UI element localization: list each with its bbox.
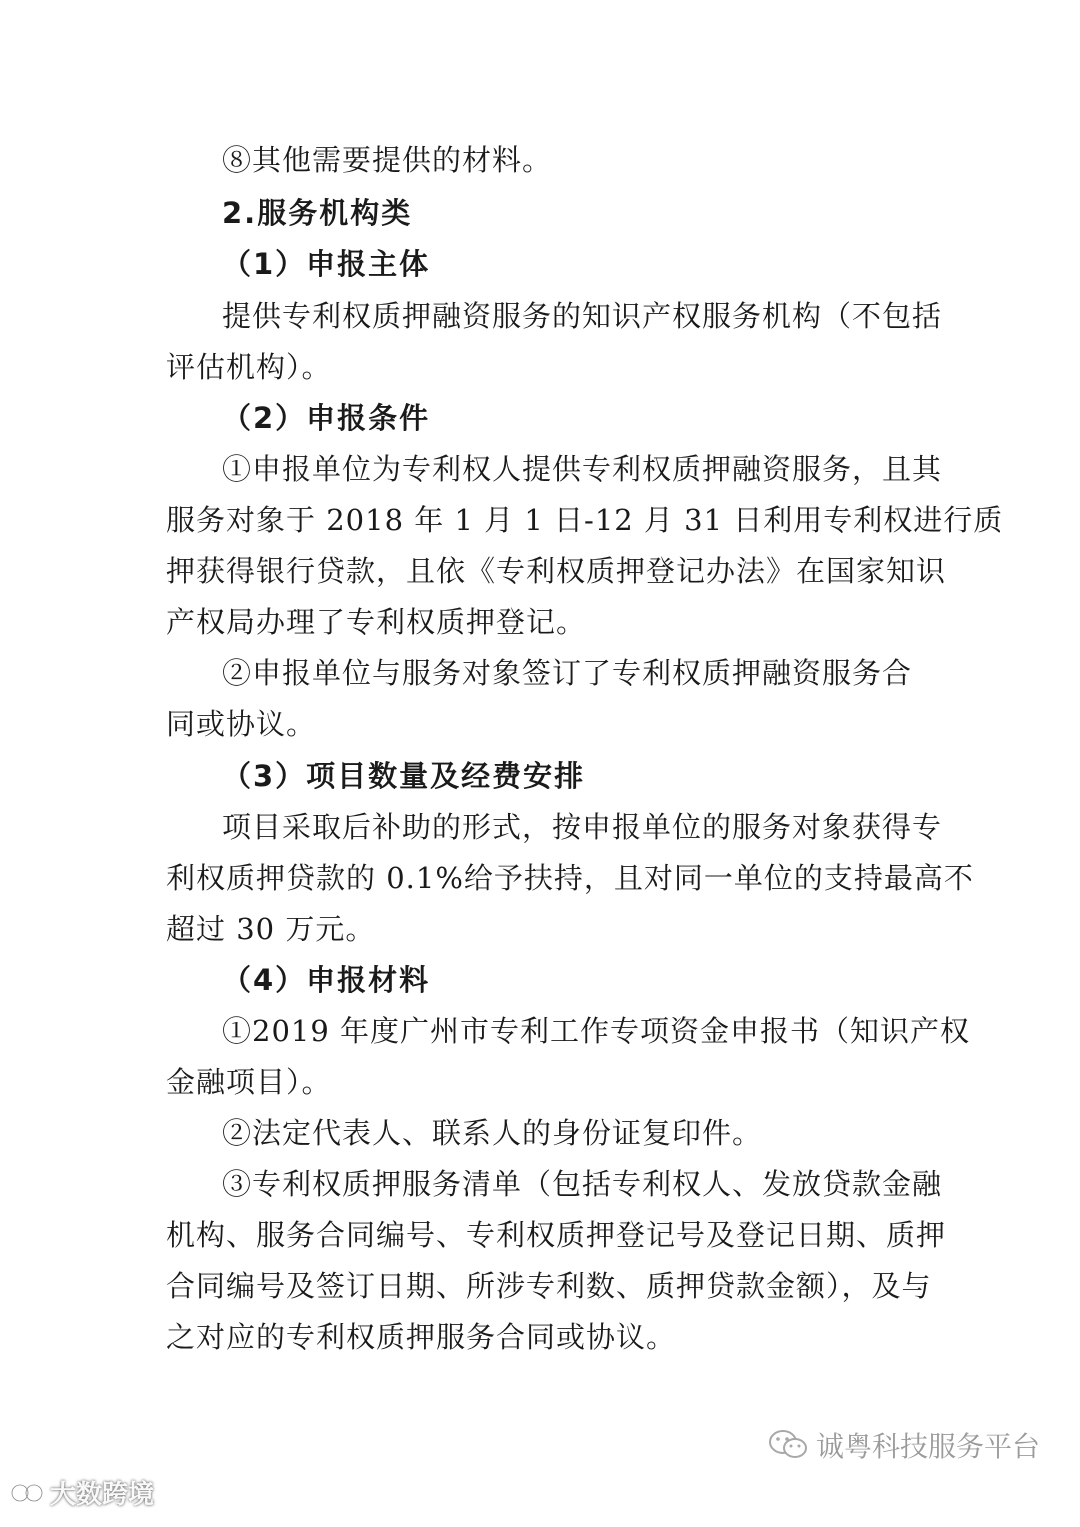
- paragraph-line: 利权质押贷款的 0.1%给予扶持，且对同一单位的支持最高不: [166, 861, 974, 895]
- paragraph-line: ①申报单位为专利权人提供专利权质押融资服务，且其: [222, 452, 943, 486]
- paragraph-line: 评估机构）。: [166, 350, 332, 384]
- paragraph-line: 押获得银行贷款，且依《专利权质押登记办法》在国家知识: [166, 554, 947, 588]
- paragraph-line: 超过 30 万元。: [166, 912, 376, 946]
- paragraph-line: ②法定代表人、联系人的身份证复印件。: [222, 1116, 763, 1150]
- subheading: （3）项目数量及经费安排: [222, 759, 586, 793]
- list-item-8: ⑧其他需要提供的材料。: [222, 143, 553, 177]
- watermark-left-text: 大数跨境: [50, 1480, 155, 1510]
- subheading: （1）申报主体: [222, 247, 431, 281]
- wechat-icon: [768, 1428, 808, 1462]
- paragraph-line: 项目采取后补助的形式，按申报单位的服务对象获得专: [222, 810, 943, 844]
- paragraph-line: 提供专利权质押融资服务的知识产权服务机构（不包括: [222, 299, 943, 333]
- paragraph-line: ③专利权质押服务清单（包括专利权人、发放贷款金融: [222, 1167, 943, 1201]
- paragraph-line: 金融项目）。: [166, 1065, 332, 1099]
- paragraph-line: ①2019 年度广州市专利工作专项资金申报书（知识产权: [222, 1014, 971, 1048]
- paragraph-line: 产权局办理了专利权质押登记。: [166, 605, 587, 639]
- subheading: （2）申报条件: [222, 401, 431, 435]
- paragraph-line: ②申报单位与服务对象签订了专利权质押融资服务合: [222, 656, 913, 690]
- subheading: （4）申报材料: [222, 963, 431, 997]
- watermark-left: [10, 1474, 154, 1511]
- watermark-right: [768, 1425, 1040, 1465]
- paragraph-line: 服务对象于 2018 年 1 月 1 日-12 月 31 日利用专利权进行质: [166, 503, 1004, 537]
- paragraph-line: 同或协议。: [166, 707, 317, 741]
- paragraph-line: 机构、服务合同编号、专利权质押登记号及登记日期、质押: [166, 1218, 947, 1252]
- logo-mark-icon: [10, 1479, 44, 1507]
- paragraph-line: 之对应的专利权质押服务合同或协议。: [166, 1320, 677, 1354]
- paragraph-line: 合同编号及签订日期、所涉专利数、质押贷款金额），及与: [166, 1269, 932, 1303]
- section-heading: 2.服务机构类: [222, 196, 413, 230]
- watermark-right-text: 诚粤科技服务平台: [815, 1430, 1040, 1463]
